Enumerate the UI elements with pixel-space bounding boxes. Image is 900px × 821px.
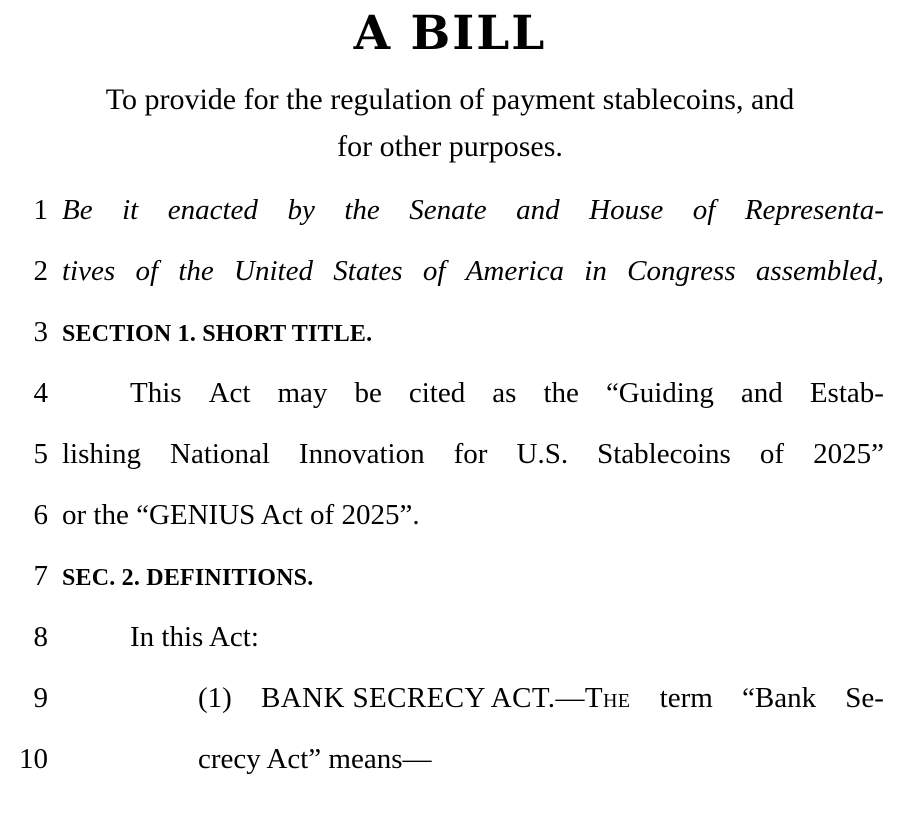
bill-line xyxy=(0,255,900,316)
line-word: term xyxy=(659,682,713,715)
line-number: 4 xyxy=(33,377,48,410)
line-word: of xyxy=(422,255,446,288)
line-number: 6 xyxy=(33,499,48,532)
bill-line xyxy=(0,194,900,255)
line-word: by xyxy=(287,194,315,227)
line-number: 2 xyxy=(33,255,48,288)
line-number: 3 xyxy=(33,316,48,349)
line-word: House xyxy=(589,194,664,227)
bill-line xyxy=(0,560,900,621)
line-word: of xyxy=(692,194,716,227)
defined-term: BANK SECRECY ACT.—The xyxy=(261,682,631,715)
line-word: Stablecoins xyxy=(597,438,731,471)
line-word: assembled, xyxy=(755,255,884,288)
bill-line xyxy=(0,316,900,377)
line-text xyxy=(62,255,900,288)
bill-line xyxy=(0,377,900,438)
line-text: or the “GENIUS Act of 2025”. xyxy=(62,499,420,532)
bill-subtitle xyxy=(60,76,840,171)
line-text xyxy=(62,194,900,227)
line-word: This xyxy=(130,377,182,410)
line-word: and xyxy=(740,377,783,410)
line-word: be xyxy=(354,377,382,410)
line-word: United xyxy=(234,255,313,288)
line-word: of xyxy=(759,438,785,471)
line-word: “Guiding xyxy=(605,377,714,410)
line-text xyxy=(62,682,900,715)
line-number: 1 xyxy=(33,194,48,227)
list-marker: (1) xyxy=(198,682,232,715)
line-word: lishing xyxy=(62,438,141,471)
line-word: Estab- xyxy=(809,377,884,410)
line-word: National xyxy=(170,438,270,471)
line-text: In this Act: xyxy=(130,621,259,654)
line-number: 8 xyxy=(33,621,48,654)
bill-line xyxy=(0,438,900,499)
line-word: of xyxy=(135,255,159,288)
line-word: Se- xyxy=(845,682,884,715)
line-word: the xyxy=(344,194,380,227)
section-heading: SECTION 1. SHORT TITLE. xyxy=(62,321,373,348)
line-number: 9 xyxy=(33,682,48,715)
page-title: A BILL xyxy=(353,6,547,61)
line-word: the xyxy=(543,377,579,410)
line-word: the xyxy=(178,255,214,288)
bill-line xyxy=(0,621,900,682)
line-word: “Bank xyxy=(742,682,817,715)
subtitle-line-1: To provide for the regulation of payment stablecoins, and xyxy=(105,82,795,116)
line-text xyxy=(62,377,900,410)
bill-line xyxy=(0,682,900,743)
line-word: 2025” xyxy=(813,438,884,471)
line-text: crecy Act” means— xyxy=(198,743,432,776)
line-word: Be xyxy=(62,194,93,227)
line-word: Innovation xyxy=(298,438,425,471)
line-number: 10 xyxy=(19,743,48,776)
line-number: 7 xyxy=(33,560,48,593)
line-word: Senate xyxy=(409,194,487,227)
line-word: tives xyxy=(62,255,116,288)
line-text xyxy=(62,438,900,471)
line-word: U.S. xyxy=(516,438,569,471)
line-word: Congress xyxy=(627,255,736,288)
bill-line xyxy=(0,499,900,560)
line-word: America xyxy=(465,255,564,288)
subtitle-line-2: for other purposes. xyxy=(337,130,563,164)
line-word: may xyxy=(277,377,328,410)
line-word: it xyxy=(122,194,139,227)
line-word: for xyxy=(453,438,488,471)
line-word: States xyxy=(333,255,403,288)
bill-body xyxy=(0,194,900,804)
bill-line xyxy=(0,743,900,804)
line-word: Act xyxy=(208,377,251,410)
section-heading: SEC. 2. DEFINITIONS. xyxy=(62,565,314,592)
line-word: Representa- xyxy=(744,194,884,227)
line-word: and xyxy=(516,194,560,227)
bill-page xyxy=(0,8,900,821)
line-word: in xyxy=(584,255,607,288)
line-word: enacted xyxy=(167,194,258,227)
line-number: 5 xyxy=(33,438,48,471)
line-word: cited xyxy=(408,377,466,410)
line-word: as xyxy=(492,377,517,410)
